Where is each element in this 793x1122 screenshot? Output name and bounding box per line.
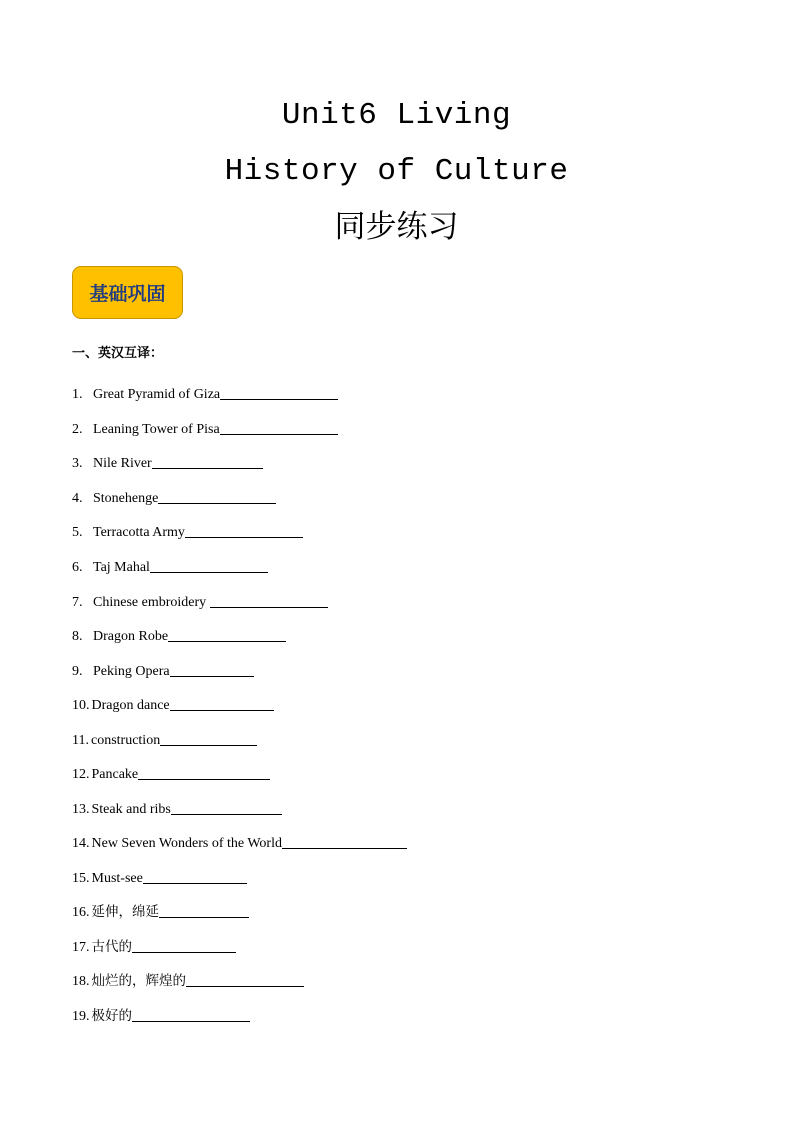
- exercise-item: [72, 800, 282, 819]
- item-number: 10.: [72, 698, 90, 713]
- item-text: 灿烂的，辉煌的: [91, 973, 186, 989]
- exercise-item: [72, 765, 270, 784]
- exercise-item: [72, 972, 304, 991]
- answer-blank[interactable]: [170, 664, 254, 677]
- item-text: Steak and ribs: [91, 802, 171, 817]
- answer-blank[interactable]: [210, 595, 328, 608]
- exercise-item: [72, 593, 328, 612]
- item-text: Great Pyramid of Giza: [93, 387, 221, 402]
- answer-blank[interactable]: [282, 836, 407, 849]
- exercise-item: [72, 938, 236, 957]
- item-text: 古代的: [91, 939, 132, 955]
- answer-blank[interactable]: [186, 974, 304, 987]
- answer-blank[interactable]: [143, 871, 247, 884]
- exercise-item: [72, 903, 249, 922]
- item-text: Terracotta Army: [93, 525, 185, 540]
- item-number: 7.: [72, 595, 83, 610]
- section-heading: 一、英汉互译：: [72, 346, 164, 361]
- item-number: 9.: [72, 664, 83, 679]
- answer-blank[interactable]: [159, 905, 249, 918]
- item-text: Chinese embroidery: [93, 595, 210, 610]
- exercise-item: [72, 662, 254, 681]
- item-number: 14.: [72, 836, 90, 851]
- page-title-line-1: Unit6 Living: [281, 98, 512, 133]
- answer-blank[interactable]: [158, 491, 276, 504]
- answer-blank[interactable]: [150, 560, 268, 573]
- item-text: Dragon dance: [91, 698, 170, 713]
- item-number: 5.: [72, 525, 83, 540]
- item-number: 4.: [72, 491, 83, 506]
- item-number: 15.: [72, 871, 90, 886]
- item-number: 18.: [72, 974, 90, 989]
- answer-blank[interactable]: [168, 629, 286, 642]
- exercise-item: [72, 523, 303, 542]
- answer-blank[interactable]: [152, 456, 263, 469]
- exercise-item: [72, 696, 274, 715]
- item-number: 6.: [72, 560, 83, 575]
- item-text: construction: [90, 733, 161, 748]
- answer-blank[interactable]: [220, 387, 338, 400]
- item-text: Nile River: [93, 456, 152, 471]
- item-number: 13.: [72, 802, 90, 817]
- exercise-item: [72, 385, 338, 404]
- item-number: 19.: [72, 1009, 90, 1024]
- item-text: Stonehenge: [93, 491, 159, 506]
- answer-blank[interactable]: [220, 422, 338, 435]
- item-text: Pancake: [91, 767, 139, 782]
- item-number: 3.: [72, 456, 83, 471]
- item-text: Must-see: [91, 871, 143, 886]
- exercise-item: [72, 454, 263, 473]
- answer-blank[interactable]: [138, 767, 270, 780]
- page-subtitle: 同步练习: [334, 209, 459, 245]
- item-text: Taj Mahal: [93, 560, 150, 575]
- answer-blank[interactable]: [132, 940, 236, 953]
- exercise-item: [72, 627, 286, 646]
- item-text: Peking Opera: [93, 664, 170, 679]
- exercise-item: [72, 489, 276, 508]
- answer-blank[interactable]: [171, 802, 282, 815]
- answer-blank[interactable]: [160, 733, 257, 746]
- item-number: 16.: [72, 905, 90, 920]
- item-number: 17.: [72, 940, 90, 955]
- exercise-item: [72, 420, 338, 439]
- item-number: 8.: [72, 629, 83, 644]
- page-title-line-2: History of Culture: [224, 154, 569, 189]
- answer-blank[interactable]: [170, 698, 274, 711]
- item-text: Dragon Robe: [93, 629, 169, 644]
- answer-blank[interactable]: [185, 525, 303, 538]
- exercise-item: [72, 558, 268, 577]
- item-number: 12.: [72, 767, 90, 782]
- item-number: 11.: [72, 733, 89, 748]
- section-badge: 基础巩固: [72, 266, 183, 319]
- item-number: 2.: [72, 422, 83, 437]
- exercise-item: [72, 1007, 250, 1026]
- item-text: 延伸，绵延: [91, 904, 159, 920]
- item-text: 极好的: [91, 1008, 132, 1024]
- item-text: New Seven Wonders of the World: [91, 836, 282, 851]
- exercise-item: [72, 869, 247, 888]
- exercise-item: [72, 731, 257, 750]
- exercise-item: [72, 834, 407, 853]
- item-number: 1.: [72, 387, 83, 402]
- answer-blank[interactable]: [132, 1009, 250, 1022]
- item-text: Leaning Tower of Pisa: [93, 422, 220, 437]
